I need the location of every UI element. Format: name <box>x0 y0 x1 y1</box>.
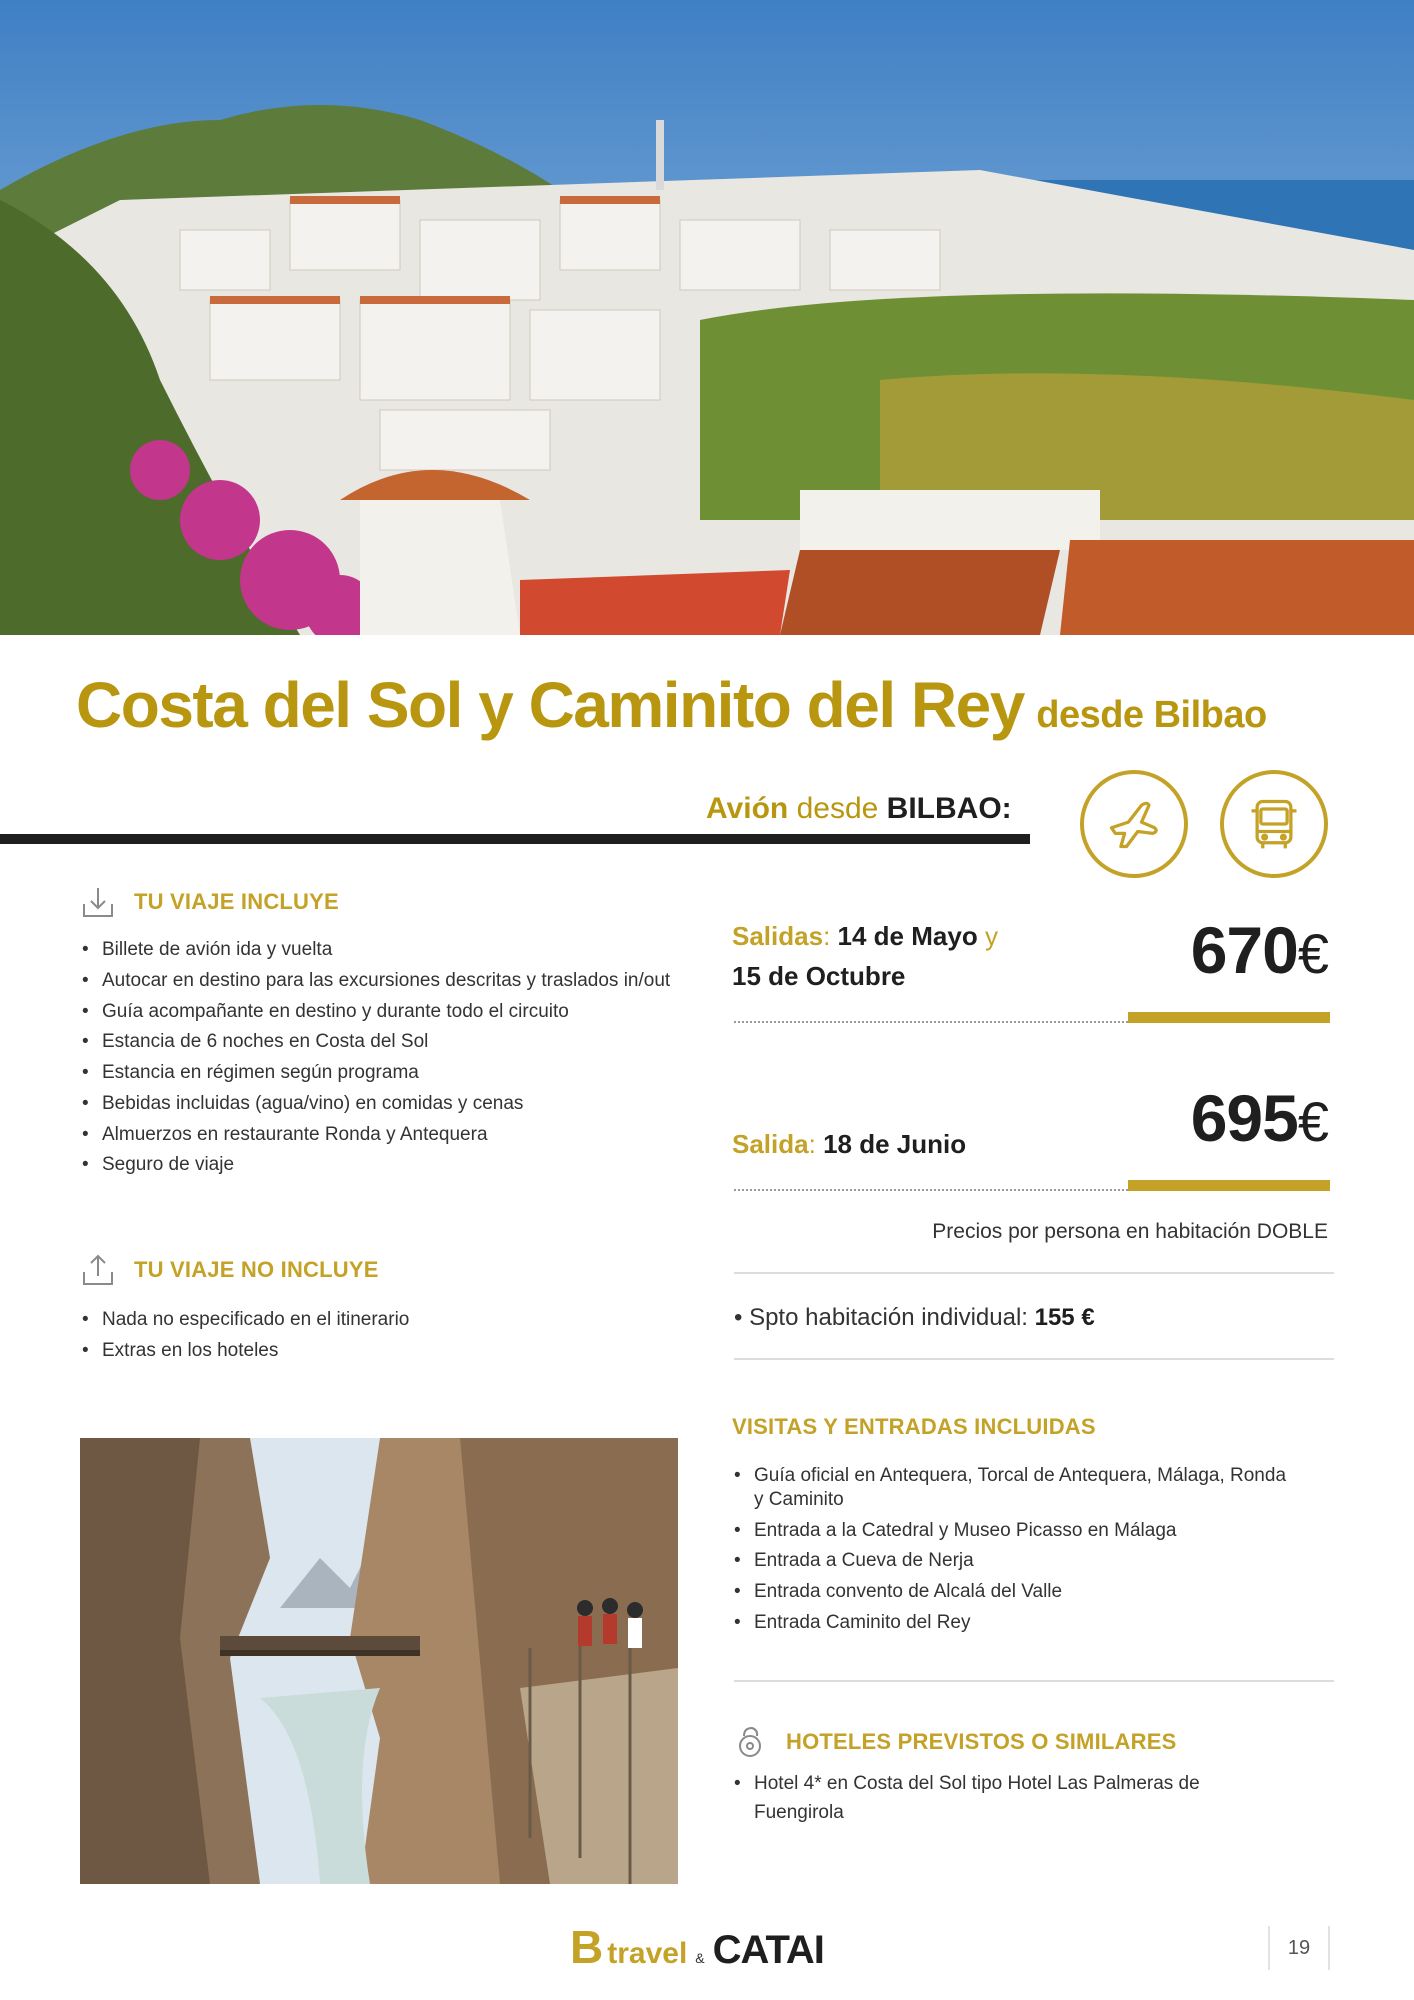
list-item: • Estancia en régimen según programa <box>80 1061 680 1085</box>
list-item: • Entrada a Cueva de Nerja <box>732 1549 1292 1573</box>
departure-2: Salida: 18 de Junio <box>732 1129 967 1159</box>
list-item: • Extras en los hoteles <box>80 1339 680 1363</box>
hotels-heading-label: HOTELES PREVISTOS O SIMILARES <box>786 1729 1177 1754</box>
list-item: • Almuerzos en restaurante Ronda y Antequera <box>80 1123 680 1147</box>
brand-travel: travel <box>607 1937 688 1970</box>
transport-mode: Avión <box>706 792 789 825</box>
departure-1-date1: 14 de Mayo <box>837 921 978 951</box>
visits-heading <box>732 1414 1096 1440</box>
hotels-heading <box>732 1724 1176 1760</box>
departure-1-label: Salidas <box>732 921 824 951</box>
excludes-list <box>80 1308 680 1370</box>
brand-ampersand: & <box>695 1950 705 1966</box>
price-note: Precios por persona en habitación DOBLE <box>932 1220 1328 1243</box>
list-item: • Entrada a la Catedral y Museo Picasso en Málaga <box>732 1519 1292 1543</box>
brand-logo <box>570 1920 824 1974</box>
page-number: 19 <box>1268 1926 1330 1970</box>
price-1-value: 670 <box>1190 913 1298 987</box>
dotted-divider <box>734 1021 1128 1023</box>
price-2-value: 695 <box>1190 1081 1298 1155</box>
brand-b-mark: B <box>570 1921 604 1973</box>
title-main: Costa del Sol y Caminito del Rey <box>76 669 1024 741</box>
single-supplement-label: Spto habitación individual: <box>749 1304 1028 1331</box>
list-item: • Nada no especificado en el itinerario <box>80 1308 680 1332</box>
single-supplement-value: 155 € <box>1034 1304 1095 1331</box>
list-item: • Bebidas incluidas (agua/vino) en comidas y cenas <box>80 1092 680 1116</box>
list-item: • Entrada convento de Alcalá del Valle <box>732 1580 1292 1604</box>
list-item: • Estancia de 6 noches en Costa del Sol <box>80 1030 680 1054</box>
header-divider-bar <box>0 834 1030 844</box>
upload-tray-icon <box>80 1252 116 1288</box>
price-2-underline <box>1128 1180 1330 1191</box>
visits-heading-label: VISITAS Y ENTRADAS INCLUIDAS <box>732 1414 1096 1439</box>
departure-1-connector: y <box>984 921 998 951</box>
departure-1-date2: 15 de Octubre <box>732 961 906 992</box>
departure-2-date1: 18 de Junio <box>823 1129 967 1159</box>
price-1-currency: € <box>1297 922 1328 985</box>
plane-icon <box>1080 770 1188 878</box>
departure-1: Salidas: 14 de Mayo y 15 de Octubre <box>732 921 998 992</box>
list-item: • Guía acompañante en destino y durante todo el circuito <box>80 1000 680 1024</box>
visits-list <box>732 1464 1292 1642</box>
departure-2-label: Salida <box>732 1129 809 1159</box>
hotel-key-icon <box>732 1724 768 1760</box>
divider <box>734 1272 1334 1274</box>
single-supplement: • Spto habitación individual: 155 € <box>734 1304 1095 1331</box>
divider <box>734 1358 1334 1360</box>
includes-heading-label: TU VIAJE INCLUYE <box>134 889 339 914</box>
price-2-currency: € <box>1297 1090 1328 1153</box>
list-item: • Autocar en destino para las excursiones descritas y traslados in/out <box>80 969 680 993</box>
page-title <box>76 668 1376 742</box>
price-2 <box>1191 1080 1328 1156</box>
list-item: • Billete de avión ida y vuelta <box>80 938 680 962</box>
price-1 <box>1191 912 1328 988</box>
divider <box>734 1680 1334 1682</box>
list-item: • Seguro de viaje <box>80 1153 680 1177</box>
bus-icon <box>1220 770 1328 878</box>
dotted-divider <box>734 1189 1128 1191</box>
transport-from-word: desde <box>796 792 879 825</box>
includes-list <box>80 938 680 1184</box>
title-sub: desde Bilbao <box>1036 694 1267 736</box>
transport-label <box>706 792 1012 826</box>
price-1-underline <box>1128 1012 1330 1023</box>
list-item: • Hotel 4* en Costa del Sol tipo Hotel Las Palmeras de Fuengirola <box>732 1770 1292 1827</box>
includes-heading <box>80 884 339 920</box>
excludes-heading <box>80 1252 379 1288</box>
hero-photo-frigiliana <box>0 0 1414 635</box>
hotels-list <box>732 1770 1292 1834</box>
list-item: • Entrada Caminito del Rey <box>732 1611 1292 1635</box>
caminito-del-rey-photo <box>80 1438 678 1884</box>
transport-city: BILBAO: <box>886 792 1012 825</box>
brand-catai: CATAI <box>712 1928 824 1972</box>
list-item: • Guía oficial en Antequera, Torcal de Antequera, Málaga, Ronda y Caminito <box>732 1464 1292 1512</box>
excludes-heading-label: TU VIAJE NO INCLUYE <box>134 1257 379 1282</box>
download-tray-icon <box>80 884 116 920</box>
